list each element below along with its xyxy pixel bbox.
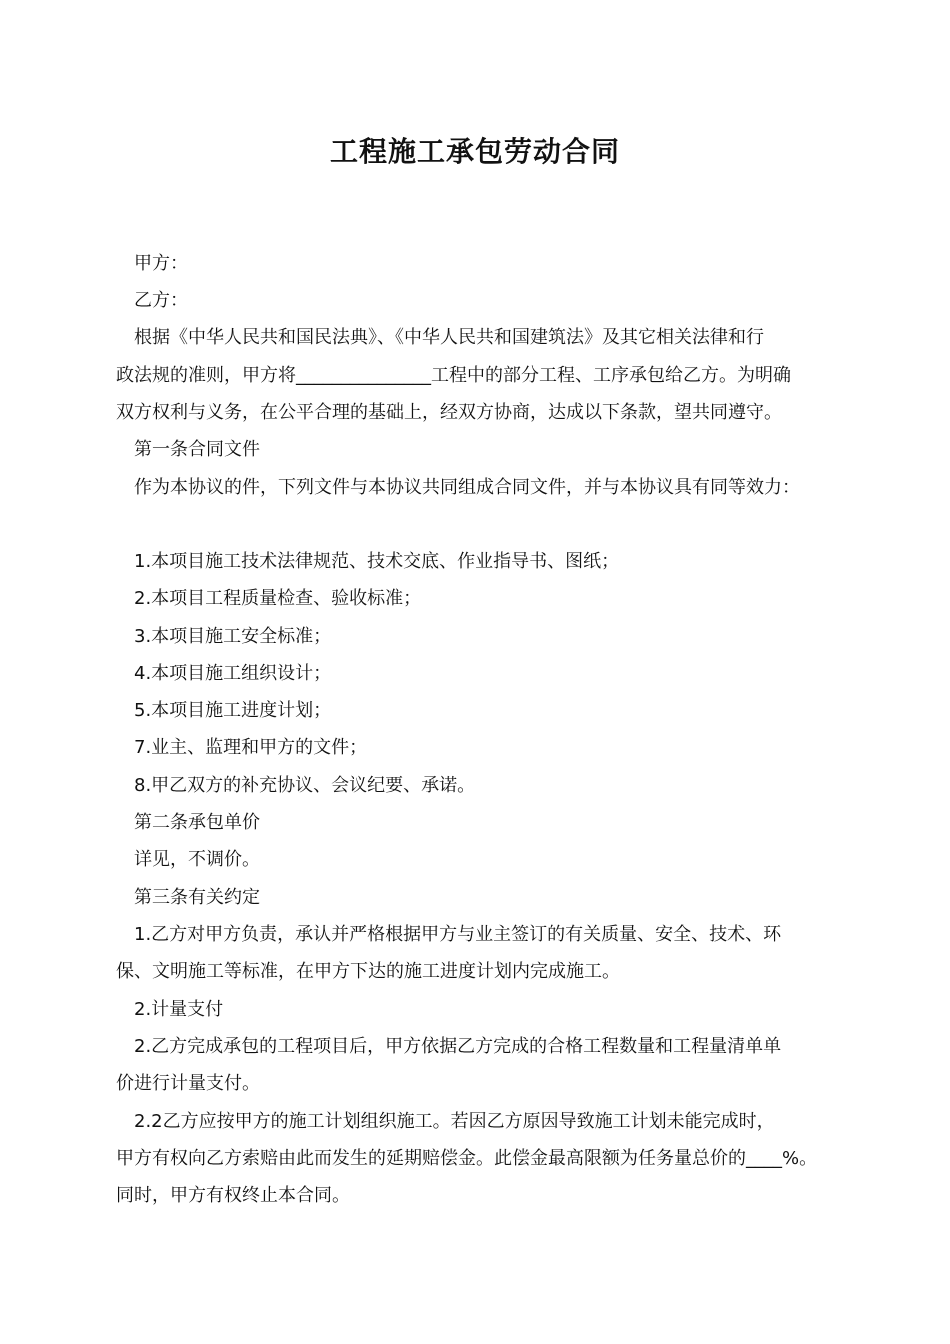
intro-line-2: 政法规的准则，甲方将_______________工程中的部分工程、工序承包给乙方。为明确 [116, 365, 791, 386]
article-3-p1-line-2: 保、文明施工等标准，在甲方下达的施工进度计划内完成施工。 [116, 961, 620, 982]
list-item: 8.甲乙双方的补充协议、会议纪要、承诺。 [134, 775, 476, 796]
article-2-heading: 第二条承包单价 [134, 812, 260, 833]
party-a-label: 甲方： [134, 253, 188, 274]
article-2-text: 详见，不调价。 [134, 849, 260, 870]
list-item: 5.本项目施工进度计划； [134, 700, 332, 721]
document-title: 工程施工承包劳动合同 [329, 135, 620, 168]
party-b-label: 乙方： [134, 290, 188, 311]
article-3-heading: 第三条有关约定 [134, 887, 260, 908]
intro-line-1: 根据《中华人民共和国民法典》、《中华人民共和国建筑法》及其它相关法律和行 [134, 327, 764, 348]
list-item: 2.本项目工程质量检查、验收标准； [134, 588, 422, 609]
list-item: 1.本项目施工技术法律规范、技术交底、作业指导书、图纸； [134, 551, 620, 572]
article-1-text: 作为本协议的件，下列文件与本协议共同组成合同文件，并与本协议具有同等效力： [134, 477, 800, 498]
list-item: 4.本项目施工组织设计； [134, 663, 332, 684]
article-3-p1-line-1: 1.乙方对甲方负责，承认并严格根据甲方与业主签订的有关质量、安全、技术、环 [134, 924, 782, 945]
article-3-p3-line-2: 价进行计量支付。 [116, 1073, 260, 1094]
article-3-p4-line-1: 2.2乙方应按甲方的施工计划组织施工。若因乙方原因导致施工计划未能完成时， [134, 1111, 775, 1132]
article-1-heading: 第一条合同文件 [134, 439, 260, 460]
intro-line-3: 双方权利与义务，在公平合理的基础上，经双方协商，达成以下条款，望共同遵守。 [116, 402, 782, 423]
article-3-p4-line-2: 甲方有权向乙方索赔由此而发生的延期赔偿金。此偿金最高限额为任务量总价的____%。 [116, 1148, 818, 1169]
list-item: 7.业主、监理和甲方的文件； [134, 737, 368, 758]
article-3-p3-line-1: 2.乙方完成承包的工程项目后，甲方依据乙方完成的合格工程数量和工程量清单单 [134, 1036, 782, 1057]
article-3-p2: 2.计量支付 [134, 999, 224, 1020]
article-3-p4-line-3: 同时，甲方有权终止本合同。 [116, 1185, 350, 1206]
list-item: 3.本项目施工安全标准； [134, 626, 332, 647]
